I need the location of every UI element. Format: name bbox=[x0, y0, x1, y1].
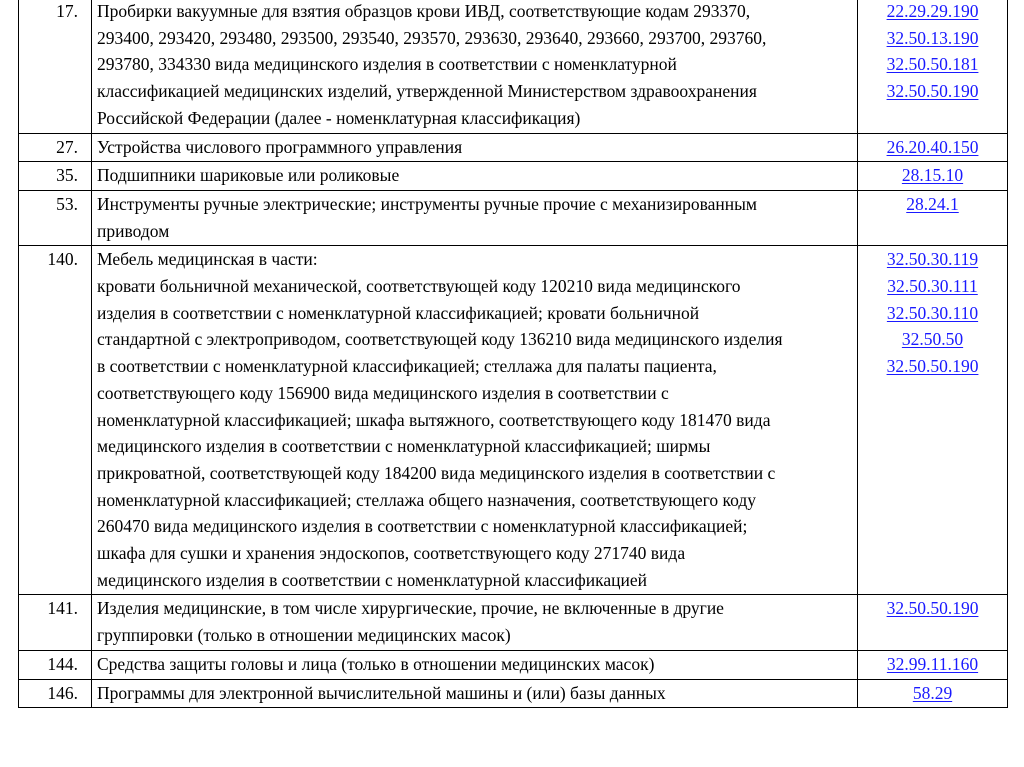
code-link[interactable]: 58.29 bbox=[912, 682, 953, 703]
code-link[interactable]: 32.50.30.119 bbox=[886, 249, 979, 270]
row-number: 27. bbox=[19, 133, 92, 162]
code-link[interactable]: 32.99.11.160 bbox=[886, 653, 979, 674]
description-line: группировки (только в отношении медицинских масок) bbox=[97, 625, 511, 646]
description-line: 293780, 334330 вида медицинского изделия в соответствии с номенклатурной bbox=[97, 54, 677, 75]
description-line: соответствующего коду 156900 вида медицинского изделия в соответствии с bbox=[97, 382, 669, 403]
product-codes-table bbox=[18, 0, 1008, 708]
description-line: кровати больничной механической, соответствующей коду 120210 вида медицинского bbox=[97, 276, 741, 297]
description-line: шкафа для сушки и хранения эндоскопов, соответствующего коду 271740 вида bbox=[97, 543, 686, 564]
code-link[interactable]: 32.50.50.190 bbox=[886, 81, 979, 102]
table-row bbox=[19, 246, 1008, 595]
description-line: медицинского изделия в соответствии с номенклатурной классификацией; ширмы bbox=[97, 436, 711, 457]
row-number: 53. bbox=[19, 190, 92, 245]
description-line: Российской Федерации (далее - номенклатурная классификация) bbox=[97, 107, 581, 128]
description-line: номенклатурной классификацией; шкафа вытяжного, соответствующего коду 181470 вида bbox=[97, 409, 771, 430]
okpd-codes bbox=[858, 650, 1008, 679]
description-line: Изделия медицинские, в том числе хирургические, прочие, не включенные в другие bbox=[97, 598, 724, 619]
code-link[interactable]: 32.50.13.190 bbox=[886, 27, 979, 48]
table-row bbox=[19, 190, 1008, 245]
table-row bbox=[19, 0, 1008, 133]
okpd-codes bbox=[858, 246, 1008, 595]
row-number: 35. bbox=[19, 162, 92, 191]
description-line: номенклатурной классификацией; стеллажа общего назначения, соответствующего коду bbox=[97, 489, 757, 510]
okpd-codes bbox=[858, 190, 1008, 245]
item-description bbox=[92, 650, 858, 679]
row-number: 144. bbox=[19, 650, 92, 679]
code-link[interactable]: 22.29.29.190 bbox=[886, 1, 979, 21]
table-row bbox=[19, 650, 1008, 679]
item-description bbox=[92, 0, 858, 133]
item-description bbox=[92, 190, 858, 245]
row-number: 140. bbox=[19, 246, 92, 595]
description-line: Пробирки вакуумные для взятия образцов крови ИВД, соответствующие кодам 293370, bbox=[97, 1, 751, 21]
code-link[interactable]: 28.24.1 bbox=[906, 193, 959, 214]
okpd-codes bbox=[858, 679, 1008, 708]
code-link[interactable]: 28.15.10 bbox=[901, 165, 964, 186]
okpd-codes bbox=[858, 0, 1008, 133]
okpd-codes bbox=[858, 595, 1008, 650]
row-number: 146. bbox=[19, 679, 92, 708]
item-description bbox=[92, 162, 858, 191]
item-description bbox=[92, 595, 858, 650]
description-line: Подшипники шариковые или роликовые bbox=[97, 165, 400, 186]
description-line: Мебель медицинская в части: bbox=[97, 249, 318, 270]
description-line: прикроватной, соответствующей коду 184200 вида медицинского изделия в соответствии с bbox=[97, 462, 776, 483]
row-number: 17. bbox=[19, 0, 92, 133]
table-row bbox=[19, 133, 1008, 162]
table-row bbox=[19, 679, 1008, 708]
code-link[interactable]: 32.50.50.190 bbox=[886, 598, 979, 619]
description-line: Программы для электронной вычислительной машины и (или) базы данных bbox=[97, 682, 666, 703]
table-row bbox=[19, 595, 1008, 650]
code-link[interactable]: 32.50.50.190 bbox=[886, 356, 979, 377]
description-line: Инструменты ручные электрические; инструменты ручные прочие с механизированным bbox=[97, 193, 757, 214]
table-body bbox=[19, 0, 1008, 708]
description-line: стандартной с электроприводом, соответствующей коду 136210 вида медицинского изделия bbox=[97, 329, 783, 350]
row-number: 141. bbox=[19, 595, 92, 650]
okpd-codes bbox=[858, 162, 1008, 191]
description-line: в соответствии с номенклатурной классификацией; стеллажа для палаты пациента, bbox=[97, 356, 717, 377]
item-description bbox=[92, 246, 858, 595]
code-link[interactable]: 26.20.40.150 bbox=[886, 136, 979, 157]
description-line: классификацией медицинских изделий, утвержденной Министерством здравоохранения bbox=[97, 81, 757, 102]
description-line: 293400, 293420, 293480, 293500, 293540, 293570, 293630, 293640, 293660, 293700, 293760, bbox=[97, 27, 767, 48]
description-line: медицинского изделия в соответствии с номенклатурной классификацией bbox=[97, 569, 647, 590]
description-line: Средства защиты головы и лица (только в отношении медицинских масок) bbox=[97, 653, 655, 674]
item-description bbox=[92, 133, 858, 162]
item-description bbox=[92, 679, 858, 708]
description-line: изделия в соответствии с номенклатурной классификацией; кровати больничной bbox=[97, 302, 700, 323]
description-line: приводом bbox=[97, 220, 170, 241]
okpd-codes bbox=[858, 133, 1008, 162]
code-link[interactable]: 32.50.50 bbox=[901, 329, 964, 350]
description-line: Устройства числового программного управления bbox=[97, 136, 463, 157]
table-row bbox=[19, 162, 1008, 191]
code-link[interactable]: 32.50.30.111 bbox=[887, 276, 978, 297]
code-link[interactable]: 32.50.30.110 bbox=[886, 302, 979, 323]
code-link[interactable]: 32.50.50.181 bbox=[886, 54, 979, 75]
description-line: 260470 вида медицинского изделия в соответствии с номенклатурной классификацией; bbox=[97, 516, 748, 537]
